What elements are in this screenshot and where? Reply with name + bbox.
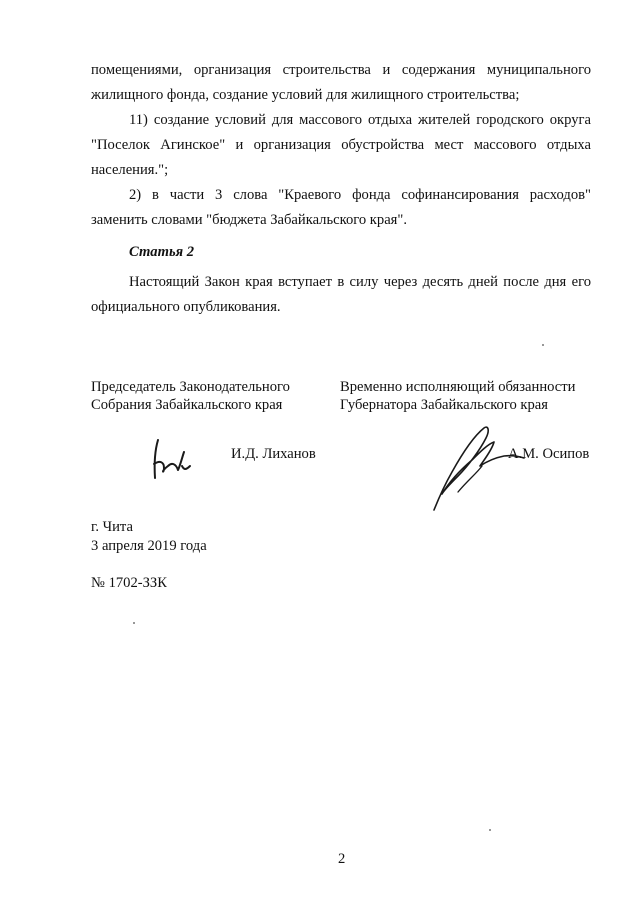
paragraph-item-11: 11) создание условий для массового отдыха жителей городского округа "Поселок Агинское" и организация обустройства мест массового отдыха населения."; (91, 112, 591, 178)
law-number: № 1702-ЗЗК (91, 575, 167, 591)
right-signatory-name: А.М. Осипов (508, 446, 590, 462)
article-body (91, 270, 591, 320)
right-signature-image (428, 422, 538, 512)
right-title-line1: Временно исполняющий обязанности (340, 379, 576, 395)
body-text (91, 58, 591, 233)
left-signatory-title (91, 378, 290, 414)
right-signatory-title (340, 378, 575, 414)
left-title-line1: Председатель Законодательного (91, 379, 290, 395)
date: 3 апреля 2019 года (91, 538, 207, 554)
page-number: 2 (338, 851, 346, 867)
article-heading: Статья 2 (129, 244, 195, 260)
left-signature-image (146, 436, 196, 486)
scan-speck (542, 344, 544, 346)
paragraph-continuation: помещениями, организация строительства и содержания муниципального жилищного фонда, создание условий для жилищного строительства; (91, 62, 591, 103)
article-text: Настоящий Закон края вступает в силу через десять дней после дня его официального опубликования. (91, 274, 591, 315)
scan-speck (489, 829, 491, 831)
paragraph-item-2: 2) в части 3 слова "Краевого фонда софинансирования расходов" заменить словами "бюджета Забайкальского края". (91, 187, 591, 228)
place: г. Чита (91, 519, 133, 535)
left-title-line2: Собрания Забайкальского края (91, 397, 283, 413)
right-title-line2: Губернатора Забайкальского края (340, 397, 548, 413)
left-signatory-name: И.Д. Лиханов (231, 446, 316, 462)
scan-speck (133, 622, 135, 624)
